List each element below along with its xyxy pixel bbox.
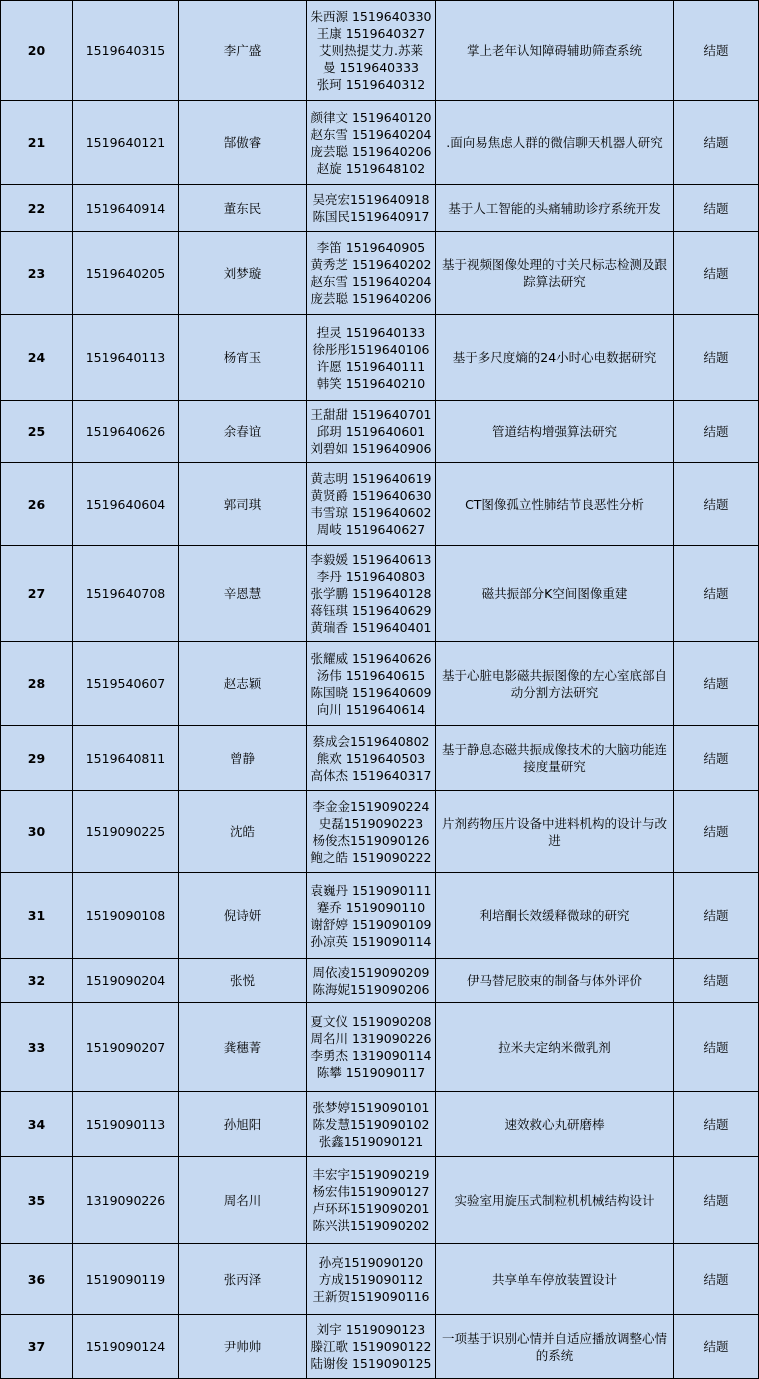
student-id: 1519640914 [73, 185, 179, 232]
row-number: 25 [1, 401, 73, 463]
member-entry: 张鑫1519090121 [318, 1133, 424, 1149]
project-status: 结题 [674, 959, 759, 1003]
student-id: 1519640708 [73, 546, 179, 642]
leader-name: 曾静 [179, 726, 307, 791]
row-number: 30 [1, 791, 73, 873]
members-cell [307, 1244, 436, 1315]
student-id: 1519640205 [73, 232, 179, 315]
member-entry: 卢环环1519090201 [312, 1201, 430, 1216]
member-entry: 黄志明 1519640619 [310, 471, 432, 486]
project-topic: CT图像孤立性肺结节良恶性分析 [436, 463, 674, 546]
member-entry: 王甜甜 1519640701 [310, 407, 432, 422]
student-id: 1519090119 [73, 1244, 179, 1315]
member-entry: 艾则热提艾力.苏莱 [319, 43, 423, 58]
row-number: 34 [1, 1092, 73, 1157]
member-entry: 陈攀 1519090117 [316, 1065, 426, 1080]
member-entry: 高体杰 1519640317 [310, 767, 432, 783]
project-status: 结题 [674, 642, 759, 726]
project-status: 结题 [674, 101, 759, 185]
member-entry: 陈发慧1519090102 [312, 1116, 430, 1132]
member-entry: 刘碧如 1519640906 [310, 441, 432, 456]
members-cell [307, 401, 436, 463]
project-status: 结题 [674, 1092, 759, 1157]
student-id: 1519090204 [73, 959, 179, 1003]
table-body [1, 1, 759, 1379]
leader-name: 余春谊 [179, 401, 307, 463]
member-entry: 谢舒婷 1519090109 [310, 916, 432, 932]
member-entry: 陈国民1519640917 [312, 209, 430, 224]
student-id: 1519640811 [73, 726, 179, 791]
student-id: 1519640604 [73, 463, 179, 546]
leader-name: 张丙泽 [179, 1244, 307, 1315]
member-entry: 张耀威 1519640626 [310, 650, 432, 666]
member-entry: 张学鹏 1519640128 [310, 586, 432, 601]
member-entry: 朱西源 1519640330 [310, 9, 432, 24]
member-entry: 陆谢俊 1519090125 [310, 1356, 432, 1371]
members-cell [307, 1003, 436, 1092]
leader-name: 尹帅帅 [179, 1315, 307, 1379]
members-cell [307, 1315, 436, 1379]
member-entry: 庞芸聪 1519640206 [310, 291, 432, 306]
project-topic: 一项基于识别心情并自适应播放调整心情的系统 [436, 1315, 674, 1379]
row-number: 23 [1, 232, 73, 315]
member-entry: 黄瑞香 1519640401 [310, 620, 432, 635]
project-topic: 实验室用旋压式制粒机机械结构设计 [436, 1157, 674, 1244]
student-id: 1519640626 [73, 401, 179, 463]
member-entry: 向川 1519640614 [316, 701, 426, 717]
table-row [1, 1, 759, 101]
project-topic: 磁共振部分K空间图像重建 [436, 546, 674, 642]
project-topic: 基于多尺度熵的24小时心电数据研究 [436, 315, 674, 401]
member-entry: 李毅媛 1519640613 [310, 552, 432, 567]
member-entry: 熊欢 1519640503 [316, 750, 426, 766]
member-entry: 周名川 1319090226 [310, 1031, 432, 1046]
leader-name: 周名川 [179, 1157, 307, 1244]
table-row [1, 463, 759, 546]
project-status: 结题 [674, 1, 759, 101]
project-topic: 基于静息态磁共振成像技术的大脑功能连接度量研究 [436, 726, 674, 791]
member-entry: 颜律文 1519640120 [310, 109, 432, 125]
student-id: 1519090113 [73, 1092, 179, 1157]
member-entry: 刘宇 1519090123 [316, 1322, 426, 1337]
project-topic: 片剂药物压片设备中进料机构的设计与改进 [436, 791, 674, 873]
member-entry: 王康 1519640327 [316, 26, 426, 41]
row-number: 36 [1, 1244, 73, 1315]
member-entry: 赵旋 1519648102 [316, 160, 426, 176]
project-status: 结题 [674, 1244, 759, 1315]
member-entry: 陈兴洪1519090202 [312, 1218, 430, 1233]
row-number: 26 [1, 463, 73, 546]
leader-name: 赵志颖 [179, 642, 307, 726]
member-entry: 张梦婷1519090101 [312, 1099, 430, 1115]
table-row [1, 401, 759, 463]
table-row [1, 726, 759, 791]
table-row [1, 1157, 759, 1244]
project-topic: 管道结构增强算法研究 [436, 401, 674, 463]
members-cell [307, 1092, 436, 1157]
row-number: 37 [1, 1315, 73, 1379]
member-entry: 周依凌1519090209 [312, 964, 430, 980]
member-entry: 周岐 1519640627 [316, 522, 426, 537]
student-id: 1519090124 [73, 1315, 179, 1379]
student-id: 1519090207 [73, 1003, 179, 1092]
table-row [1, 791, 759, 873]
leader-name: 孙旭阳 [179, 1092, 307, 1157]
member-entry: 韩笑 1519640210 [316, 375, 426, 391]
member-entry: 滕江歌 1519090122 [310, 1339, 432, 1354]
members-cell [307, 791, 436, 873]
table-row [1, 1244, 759, 1315]
member-entry: 方成1519090112 [318, 1271, 424, 1287]
project-topic: 速效救心丸研磨棒 [436, 1092, 674, 1157]
table-row [1, 1003, 759, 1092]
leader-name: 郜傲睿 [179, 101, 307, 185]
table-row [1, 232, 759, 315]
member-entry: 赵东雪 1519640204 [310, 274, 432, 289]
table-row [1, 1315, 759, 1379]
member-entry: 蒋钰琪 1519640629 [310, 603, 432, 618]
member-entry: 李笛 1519640905 [316, 240, 426, 255]
member-entry: 鲍之皓 1519090222 [310, 849, 432, 865]
project-status: 结题 [674, 546, 759, 642]
student-id: 1519640113 [73, 315, 179, 401]
member-entry: 张珂 1519640312 [316, 77, 426, 92]
member-entry: 许愿 1519640111 [316, 358, 426, 374]
project-status: 结题 [674, 185, 759, 232]
leader-name: 杨宵玉 [179, 315, 307, 401]
member-entry: 李金金1519090224 [312, 798, 430, 814]
leader-name: 郭司琪 [179, 463, 307, 546]
student-id: 1319090226 [73, 1157, 179, 1244]
members-cell [307, 185, 436, 232]
table-row [1, 959, 759, 1003]
leader-name: 张悦 [179, 959, 307, 1003]
project-topic: 掌上老年认知障碍辅助筛查系统 [436, 1, 674, 101]
members-cell [307, 315, 436, 401]
leader-name: 龚穗菁 [179, 1003, 307, 1092]
leader-name: 刘梦璇 [179, 232, 307, 315]
row-number: 28 [1, 642, 73, 726]
members-cell [307, 726, 436, 791]
project-status: 结题 [674, 232, 759, 315]
member-entry: 黄秀芝 1519640202 [310, 257, 432, 272]
member-entry: 邱玥 1519640601 [316, 424, 426, 439]
leader-name: 董东民 [179, 185, 307, 232]
student-id: 1519090225 [73, 791, 179, 873]
row-number: 35 [1, 1157, 73, 1244]
table-row [1, 315, 759, 401]
member-entry: 孙亮1519090120 [318, 1254, 424, 1270]
table-row [1, 873, 759, 959]
member-entry: 王新贺1519090116 [312, 1288, 430, 1304]
table-row [1, 546, 759, 642]
student-id: 1519090108 [73, 873, 179, 959]
member-entry: 丰宏宇1519090219 [312, 1167, 430, 1182]
student-id: 1519640315 [73, 1, 179, 101]
row-number: 32 [1, 959, 73, 1003]
member-entry: 杨俊杰1519090126 [312, 832, 430, 848]
member-entry: 李丹 1519640803 [316, 569, 426, 584]
member-entry: 陈海妮1519090206 [312, 981, 430, 997]
project-topic: 利培酮长效缓释微球的研究 [436, 873, 674, 959]
row-number: 33 [1, 1003, 73, 1092]
project-topic: 拉米夫定纳米微乳剂 [436, 1003, 674, 1092]
table-row [1, 1092, 759, 1157]
row-number: 27 [1, 546, 73, 642]
leader-name: 辛恩慧 [179, 546, 307, 642]
member-entry: 韦雪琼 1519640602 [310, 505, 432, 520]
project-status: 结题 [674, 315, 759, 401]
members-cell [307, 642, 436, 726]
project-status: 结题 [674, 1315, 759, 1379]
project-topic: 基于心脏电影磁共振图像的左心室底部自动分割方法研究 [436, 642, 674, 726]
member-entry: 李勇杰 1319090114 [310, 1048, 432, 1063]
members-cell [307, 546, 436, 642]
project-status: 结题 [674, 463, 759, 546]
member-entry: 徐彤彤1519640106 [312, 341, 430, 357]
member-entry: 揑灵 1519640133 [316, 324, 426, 340]
member-entry: 蔡成会1519640802 [312, 733, 430, 749]
table-row [1, 185, 759, 232]
members-cell [307, 101, 436, 185]
members-cell [307, 873, 436, 959]
member-entry: 孙凉英 1519090114 [310, 933, 432, 949]
member-entry: 杨宏伟1519090127 [312, 1184, 430, 1199]
members-cell [307, 959, 436, 1003]
project-status: 结题 [674, 726, 759, 791]
member-entry: 黄贤爵 1519640630 [310, 488, 432, 503]
member-entry: 陈国晓 1519640609 [310, 684, 432, 700]
member-entry: 曼 1519640333 [322, 60, 419, 75]
table-row [1, 101, 759, 185]
members-cell [307, 1, 436, 101]
member-entry: 袁巍丹 1519090111 [310, 882, 432, 898]
project-status: 结题 [674, 873, 759, 959]
members-cell [307, 232, 436, 315]
row-number: 21 [1, 101, 73, 185]
member-entry: 吴亮宏1519640918 [312, 192, 430, 207]
member-entry: 史磊1519090223 [318, 815, 424, 831]
member-entry: 夏文仪 1519090208 [310, 1014, 432, 1029]
leader-name: 李广盛 [179, 1, 307, 101]
member-entry: 蹇乔 1519090110 [316, 899, 426, 915]
student-id: 1519640121 [73, 101, 179, 185]
project-status: 结题 [674, 1003, 759, 1092]
row-number: 22 [1, 185, 73, 232]
leader-name: 沈皓 [179, 791, 307, 873]
project-topic: .面向易焦虑人群的微信聊天机器人研究 [436, 101, 674, 185]
member-entry: 庞芸聪 1519640206 [310, 143, 432, 159]
project-topic: 伊马替尼胶束的制备与体外评价 [436, 959, 674, 1003]
project-status: 结题 [674, 401, 759, 463]
project-topic: 共享单车停放装置设计 [436, 1244, 674, 1315]
members-cell [307, 1157, 436, 1244]
member-entry: 赵东雪 1519640204 [310, 126, 432, 142]
members-cell [307, 463, 436, 546]
student-id: 1519540607 [73, 642, 179, 726]
row-number: 24 [1, 315, 73, 401]
project-topic: 基于视频图像处理的寸关尺标志检测及跟踪算法研究 [436, 232, 674, 315]
row-number: 29 [1, 726, 73, 791]
member-entry: 汤伟 1519640615 [316, 667, 426, 683]
leader-name: 倪诗妍 [179, 873, 307, 959]
row-number: 20 [1, 1, 73, 101]
project-topic: 基于人工智能的头痛辅助诊疗系统开发 [436, 185, 674, 232]
row-number: 31 [1, 873, 73, 959]
project-status: 结题 [674, 1157, 759, 1244]
project-status: 结题 [674, 791, 759, 873]
table-row [1, 642, 759, 726]
